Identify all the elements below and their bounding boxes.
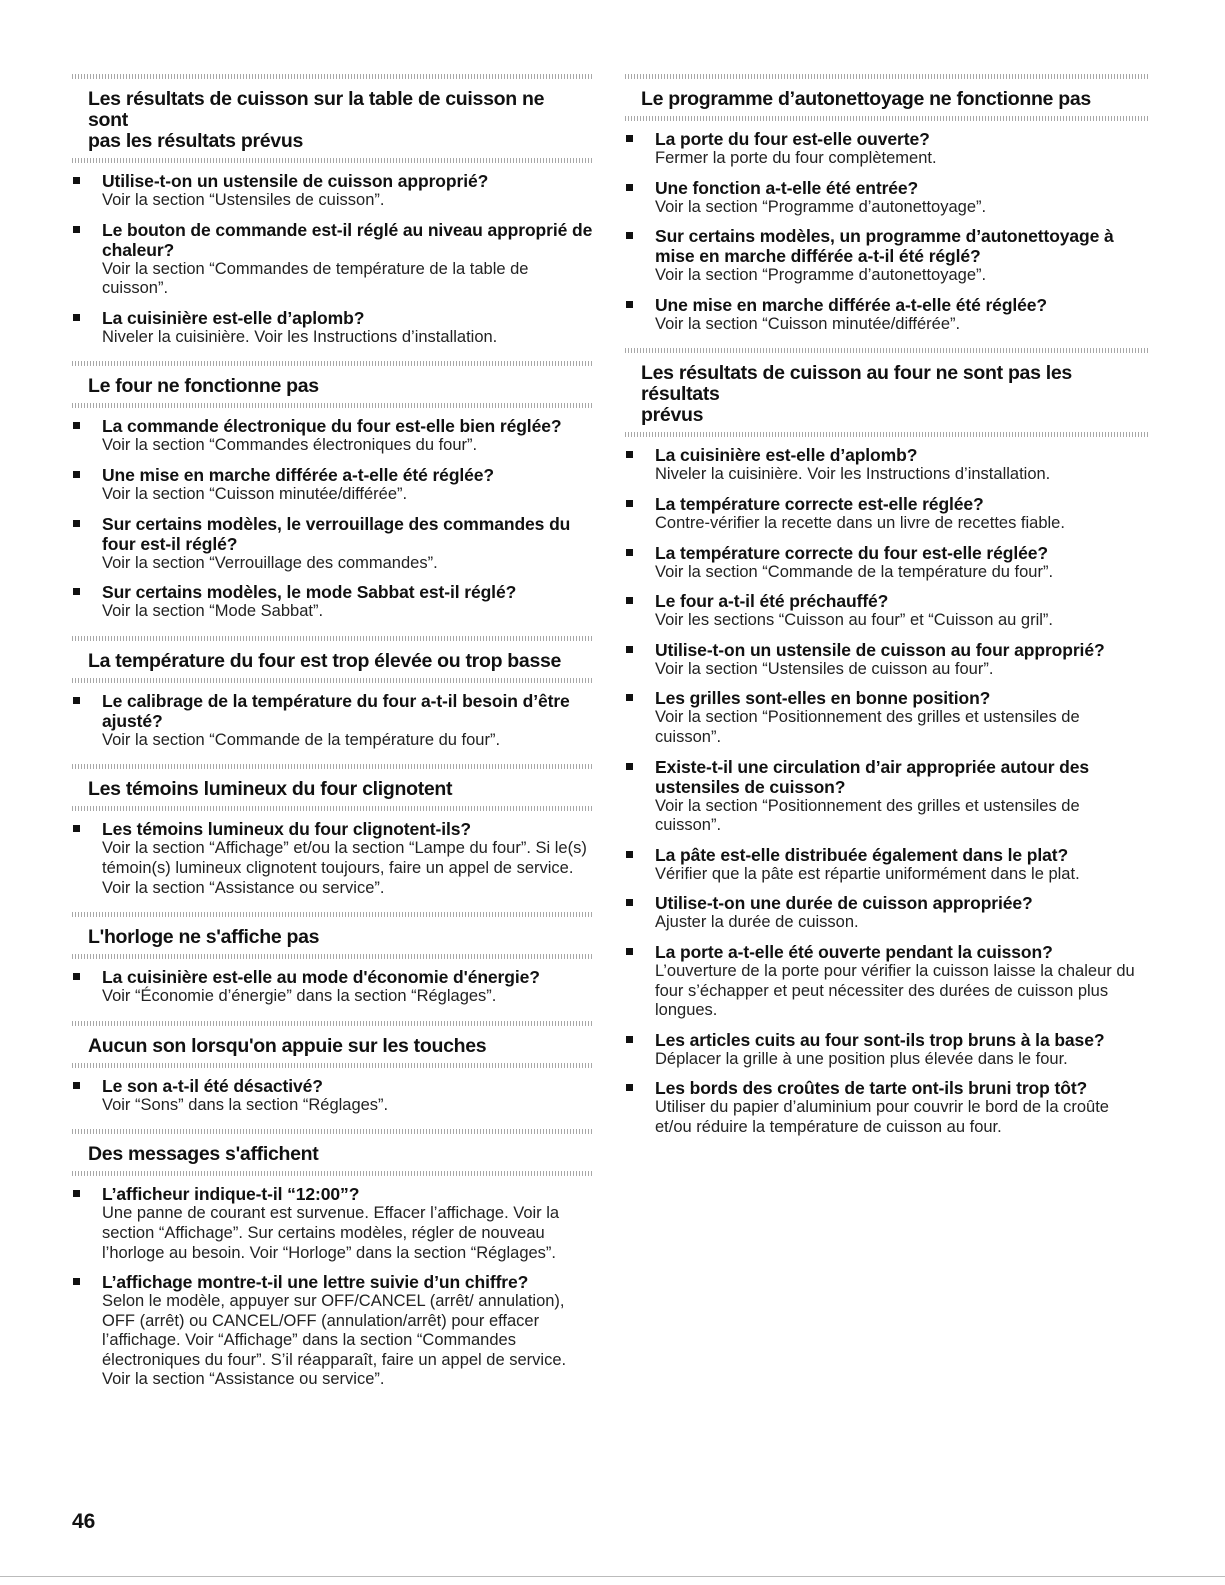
- question-list: [72, 163, 594, 347]
- section-heading: L'horloge ne s'affiche pas: [88, 926, 320, 949]
- square-bullet-icon: [73, 1278, 80, 1285]
- answer-text: Niveler la cuisinière. Voir les Instructions d’installation.: [655, 465, 1051, 484]
- question-text: La commande électronique du four est-elle bien réglée?: [102, 416, 562, 437]
- answer-text: Voir la section “Ustensiles de cuisson”.: [102, 191, 385, 209]
- question-text: L’affichage montre-t-il une lettre suivie d’un chiffre?: [102, 1272, 529, 1293]
- square-bullet-icon: [626, 232, 633, 239]
- question-text: Utilise-t-on un ustensile de cuisson au four approprié?: [655, 639, 1105, 660]
- answer-text: Voir la section “Programme d’autonettoyage”.: [655, 197, 987, 216]
- answer-text: Voir la section “Ustensiles de cuisson au four”.: [655, 659, 994, 678]
- question-item: [625, 494, 1150, 534]
- square-bullet-icon: [626, 948, 633, 955]
- section-heading: Des messages s'affichent: [88, 1143, 319, 1166]
- question-item: [72, 967, 594, 1007]
- question-item: [72, 220, 594, 299]
- section-top-rule: [72, 636, 594, 641]
- question-text: Les témoins lumineux du four clignotent-ils?: [102, 819, 471, 840]
- square-bullet-icon: [73, 520, 80, 527]
- question-text: La cuisinière est-elle d’aplomb?: [102, 307, 365, 328]
- answer-text: Voir la section “Positionnement des grilles et ustensiles de cuisson”.: [655, 708, 1080, 746]
- answer-text: Voir la section “Verrouillage des commandes”.: [102, 553, 438, 572]
- square-bullet-icon: [626, 597, 633, 604]
- question-text: L’afficheur indique-t-il “12:00”?: [102, 1184, 360, 1205]
- square-bullet-icon: [73, 825, 80, 832]
- square-bullet-icon: [73, 422, 80, 429]
- answer-text: Voir la section “Affichage” et/ou la section “Lampe du four”. Si le(s) témoin(s) lumineux clignotent toujours, faire un appel de service. Voir la section “Assistance ou service”.: [102, 839, 587, 897]
- square-bullet-icon: [626, 1036, 633, 1043]
- question-item: [625, 688, 1150, 747]
- square-bullet-icon: [626, 763, 633, 770]
- section-bottom-rule: [72, 806, 594, 811]
- square-bullet-icon: [626, 899, 633, 906]
- section-bottom-rule: [72, 1063, 594, 1068]
- question-text: Le bouton de commande est-il réglé au niveau approprié de chaleur?: [102, 219, 593, 260]
- question-text: La porte du four est-elle ouverte?: [655, 129, 930, 149]
- troubleshooting-section: [72, 636, 594, 751]
- square-bullet-icon: [73, 314, 80, 321]
- section-heading: Les résultats de cuisson au four ne sont pas les résultats prévus: [641, 362, 1072, 427]
- answer-text: Vérifier que la pâte est répartie uniformément dans le plat.: [655, 864, 1080, 883]
- section-bottom-rule: [72, 954, 594, 959]
- question-item: [625, 1078, 1150, 1137]
- section-heading: Le four ne fonctionne pas: [88, 375, 319, 398]
- square-bullet-icon: [626, 694, 633, 701]
- question-item: [72, 465, 594, 505]
- answer-text: Une panne de courant est survenue. Effacer l’affichage. Voir la section “Affichage”. Sur certains modèles, régler de nouveau l’horloge au besoin. Voir “Horloge” dans la section “Réglages”.: [102, 1204, 560, 1262]
- square-bullet-icon: [626, 135, 633, 142]
- answer-text: Voir la section “Commandes électroniques du four”.: [102, 436, 478, 455]
- square-bullet-icon: [626, 451, 633, 458]
- question-text: Le son a-t-il été désactivé?: [102, 1075, 323, 1096]
- question-item: [625, 445, 1150, 485]
- section-top-rule: [72, 74, 594, 79]
- section-bottom-rule: [72, 403, 594, 408]
- question-item: [72, 416, 594, 456]
- question-text: Le four a-t-il été préchauffé?: [655, 591, 889, 612]
- answer-text: Voir la section “Commande de la température du four”.: [655, 562, 1054, 581]
- section-bottom-rule: [72, 1171, 594, 1176]
- question-item: [625, 640, 1150, 680]
- question-item: [72, 308, 594, 348]
- question-item: [625, 129, 1150, 169]
- question-text: Le calibrage de la température du four a-t-il besoin d’être ajusté?: [102, 690, 570, 731]
- section-bottom-rule: [72, 158, 594, 163]
- square-bullet-icon: [73, 1082, 80, 1089]
- answer-text: Voir la section “Cuisson minutée/différée”.: [655, 314, 961, 333]
- page-bottom-rule: [0, 1576, 1225, 1577]
- square-bullet-icon: [626, 301, 633, 308]
- question-list: [72, 683, 594, 751]
- answer-text: Niveler la cuisinière. Voir les Instructions d’installation.: [102, 327, 498, 346]
- answer-text: Selon le modèle, appuyer sur OFF/CANCEL (arrêt/ annulation), OFF (arrêt) ou CANCEL/OFF (annulation/arrêt) pour effacer l’affichage. Voir “Affichage” dans la section “Commandes électroniques du four”. S’il réapparaît, faire un appel de service. Voir la section “Assistance ou service”.: [102, 1292, 567, 1389]
- troubleshooting-section: [625, 348, 1150, 1137]
- question-text: Sur certains modèles, le verrouillage des commandes du four est-il réglé?: [102, 513, 571, 554]
- question-item: [625, 226, 1150, 286]
- question-text: La température correcte du four est-elle réglée?: [655, 542, 1048, 563]
- question-item: [625, 757, 1150, 836]
- question-item: [72, 1184, 594, 1263]
- section-top-rule: [72, 764, 594, 769]
- answer-text: Voir la section “Positionnement des grilles et ustensiles de cuisson”.: [655, 796, 1080, 835]
- question-text: Les grilles sont-elles en bonne position?: [655, 688, 991, 709]
- section-heading: La température du four est trop élevée ou trop basse: [88, 649, 562, 672]
- question-item: [625, 178, 1150, 218]
- section-top-rule: [72, 912, 594, 917]
- answer-text: Voir la section “Programme d’autonettoyage”.: [655, 266, 987, 285]
- square-bullet-icon: [626, 1084, 633, 1091]
- troubleshooting-section: [625, 74, 1150, 334]
- question-text: Les bords des croûtes de tarte ont-ils bruni trop tôt?: [655, 1078, 1088, 1099]
- section-heading: Aucun son lorsqu'on appuie sur les touches: [88, 1034, 487, 1057]
- square-bullet-icon: [73, 177, 80, 184]
- question-text: La pâte est-elle distribuée également dans le plat?: [655, 844, 1069, 865]
- answer-text: Déplacer la grille à une position plus élevée dans le four.: [655, 1049, 1068, 1068]
- question-list: [625, 121, 1150, 334]
- troubleshooting-section: [72, 74, 594, 347]
- section-bottom-rule: [72, 678, 594, 683]
- section-top-rule: [625, 348, 1150, 353]
- section-top-rule: [72, 1021, 594, 1026]
- answer-text: Ajuster la durée de cuisson.: [655, 913, 859, 932]
- answer-text: Contre-vérifier la recette dans un livre de recettes fiable.: [655, 513, 1065, 532]
- section-heading: Les témoins lumineux du four clignotent: [88, 778, 453, 801]
- question-text: Une mise en marche différée a-t-elle été réglée?: [102, 464, 495, 485]
- question-item: [72, 1272, 594, 1390]
- right-column: [625, 74, 1150, 1151]
- question-text: La cuisinière est-elle au mode d'économie d'énergie?: [102, 967, 540, 988]
- answer-text: Voir les sections “Cuisson au four” et “Cuisson au gril”.: [655, 611, 1053, 630]
- square-bullet-icon: [73, 588, 80, 595]
- question-item: [72, 691, 594, 751]
- troubleshooting-section: [72, 912, 594, 1007]
- question-list: [72, 811, 594, 898]
- square-bullet-icon: [626, 549, 633, 556]
- section-bottom-rule: [625, 432, 1150, 437]
- answer-text: Voir la section “Mode Sabbat”.: [102, 602, 324, 621]
- question-text: Utilise-t-on un ustensile de cuisson approprié?: [102, 171, 489, 191]
- section-heading: Les résultats de cuisson sur la table de cuisson ne sont pas les résultats prévus: [88, 88, 545, 152]
- question-item: [72, 171, 594, 211]
- square-bullet-icon: [626, 500, 633, 507]
- answer-text: Fermer la porte du four complètement.: [655, 149, 937, 167]
- answer-text: L’ouverture de la porte pour vérifier la cuisson laisse la chaleur du four s’échapper et peut nécessiter des durées de cuisson plus longues.: [655, 961, 1135, 1020]
- question-list: [625, 437, 1150, 1137]
- answer-text: Utiliser du papier d’aluminium pour couvrir le bord de la croûte et/ou réduire la température de cuisson au four.: [655, 1098, 1109, 1136]
- square-bullet-icon: [626, 646, 633, 653]
- question-item: [72, 514, 594, 574]
- section-heading: Le programme d’autonettoyage ne fonctionne pas: [641, 88, 1091, 110]
- section-bottom-rule: [625, 116, 1150, 121]
- question-text: Les articles cuits au four sont-ils trop bruns à la base?: [655, 1029, 1105, 1050]
- troubleshooting-section: [72, 361, 594, 621]
- square-bullet-icon: [73, 226, 80, 233]
- question-item: [625, 591, 1150, 631]
- question-item: [72, 1076, 594, 1116]
- question-text: La cuisinière est-elle d’aplomb?: [655, 445, 918, 466]
- square-bullet-icon: [73, 973, 80, 980]
- question-item: [72, 819, 594, 898]
- square-bullet-icon: [73, 1190, 80, 1197]
- square-bullet-icon: [626, 184, 633, 191]
- question-item: [625, 1030, 1150, 1070]
- question-item: [625, 845, 1150, 885]
- answer-text: Voir la section “Commande de la température du four”.: [102, 730, 501, 749]
- question-text: Sur certains modèles, le mode Sabbat est-il réglé?: [102, 582, 517, 603]
- answer-text: Voir “Économie d’énergie” dans la section “Réglages”.: [102, 987, 497, 1006]
- question-text: La porte a-t-elle été ouverte pendant la cuisson?: [655, 941, 1053, 962]
- question-list: [72, 1068, 594, 1116]
- left-column: [72, 74, 594, 1404]
- square-bullet-icon: [73, 471, 80, 478]
- question-list: [72, 1176, 594, 1390]
- answer-text: Voir la section “Commandes de température de la table de cuisson”.: [102, 259, 529, 298]
- question-text: Sur certains modèles, un programme d’autonettoyage à mise en marche différée a-t-il été réglé?: [655, 226, 1114, 267]
- question-text: La température correcte est-elle réglée?: [655, 493, 984, 514]
- question-item: [625, 893, 1150, 933]
- question-text: Existe-t-il une circulation d’air appropriée autour des ustensiles de cuisson?: [655, 756, 1090, 797]
- troubleshooting-section: [72, 1129, 594, 1390]
- troubleshooting-section: [72, 1021, 594, 1116]
- section-top-rule: [72, 361, 594, 366]
- page-number: 46: [72, 1510, 96, 1533]
- question-item: [625, 543, 1150, 583]
- answer-text: Voir la section “Cuisson minutée/différée”.: [102, 484, 408, 503]
- troubleshooting-section: [72, 764, 594, 898]
- section-top-rule: [72, 1129, 594, 1134]
- question-item: [72, 582, 594, 622]
- question-list: [72, 959, 594, 1007]
- section-top-rule: [625, 74, 1150, 79]
- square-bullet-icon: [73, 697, 80, 704]
- answer-text: Voir “Sons” dans la section “Réglages”.: [102, 1095, 389, 1114]
- question-text: Utilise-t-on une durée de cuisson appropriée?: [655, 893, 1033, 914]
- question-item: [625, 942, 1150, 1021]
- question-text: Une mise en marche différée a-t-elle été réglée?: [655, 294, 1048, 315]
- square-bullet-icon: [626, 851, 633, 858]
- question-list: [72, 408, 594, 621]
- question-text: Une fonction a-t-elle été entrée?: [655, 177, 919, 198]
- question-item: [625, 295, 1150, 335]
